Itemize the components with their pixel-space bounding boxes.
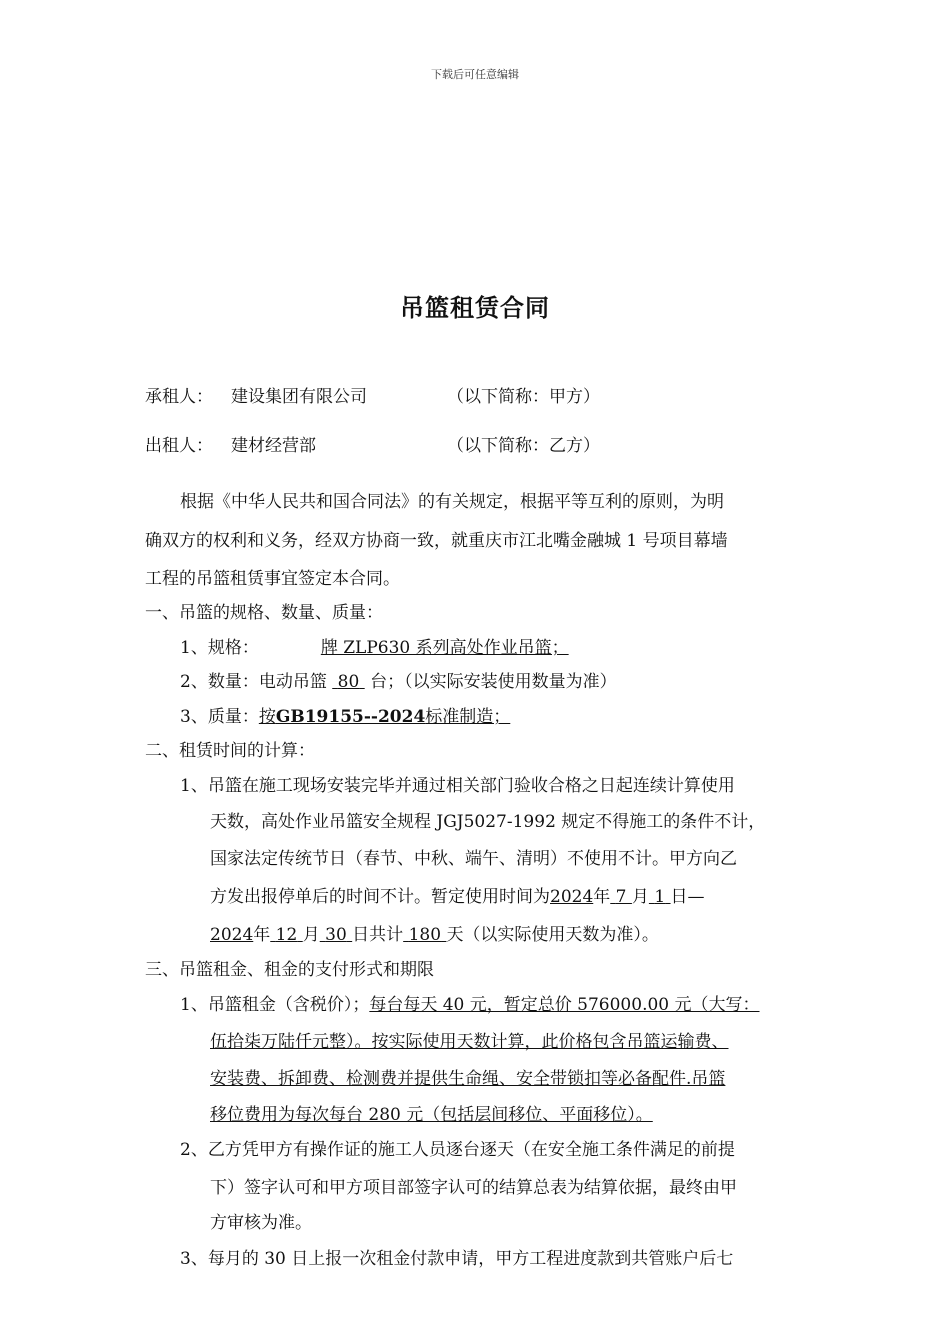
section2-line-3: 国家法定传统节日（春节、中秋、端午、清明）不使用不计。甲方向乙 [210,849,737,869]
settlement-line-1: 2、乙方凭甲方有操作证的施工人员逐台逐天（在安全施工条件满足的前提 [180,1140,735,1160]
section2-line-5 [210,927,659,944]
start-day [649,887,671,907]
end-month-text: 12 [275,925,298,945]
intro-line-3: 工程的吊篮租赁事宜签定本合同。 [145,569,400,589]
lessor-name: 建材经营部 [231,436,316,456]
header-note: 下载后可任意编辑 [431,68,519,81]
start-day-text: 1 [654,887,666,907]
settlement-line-2: 下）签字认可和甲方项目部签字认可的结算总表为结算依据，最终由甲 [210,1178,737,1198]
section1-heading: 一、吊篮的规格、数量、质量： [145,603,383,623]
payment-line-1: 3、每月的 30 日上报一次租金付款申请，甲方工程进度款到共管账户后七 [180,1249,734,1269]
start-month [610,887,632,907]
spec-line [180,640,569,657]
settlement-line-3: 方审核为准。 [210,1213,312,1233]
intro-line-2: 确双方的权利和义务，经双方协商一致，就重庆市江北嘴金融城 1 号项目幕墙 [145,531,728,551]
quality-post: 标准制造； [425,707,511,727]
qty-label: 2、数量：电动吊篮 [180,672,327,692]
section2-line-2: 天数，高处作业吊篮安全规程 JGJ5027-1992 规定不得施工的条件不计， [210,812,766,832]
total-days [403,925,446,945]
end-day-text: 30 [325,925,347,945]
contract-title: 吊篮租赁合同 [400,294,550,322]
day-dash: 日— [670,887,705,907]
lessor-role: 出租人： [145,436,213,456]
start-month-text: 7 [615,887,627,907]
lessee-role: 承租人： [145,387,213,407]
end-month-char: 月 [302,925,320,945]
spec-value [259,638,569,658]
lessee-name: 建设集团有限公司 [231,387,367,407]
quality-label: 3、质量： [180,707,259,727]
section2-heading: 二、租赁时间的计算： [145,741,315,761]
rent-terms-1: 每台每天 40 元，暂定总价 576000.00 元（大写： [369,995,760,1015]
section3-heading: 三、吊篮租金、租金的支付形式和期限 [145,960,434,980]
quality-value [259,707,510,727]
qty-value-text: 80 [337,672,360,692]
lessee-abbr: （以下简称：甲方） [447,387,600,407]
qty-value [332,672,364,692]
section2-line-1: 1、吊篮在施工现场安装完毕并通过相关部门验收合格之日起连续计算使用 [180,776,735,796]
section2-line-4 [210,889,705,906]
spec-label: 1、规格： [180,638,259,658]
end-year: 2024 [210,925,254,945]
term-intro: 方发出报停单后的时间不计。暂定使用时间为 [210,887,550,907]
quality-pre: 按 [258,707,276,727]
qty-rest: 台；（以实际安装使用数量为准） [370,672,617,692]
month-char: 月 [631,887,649,907]
intro-line-1: 根据《中华人民共和国合同法》的有关规定，根据平等互利的原则，为明 [180,492,724,512]
rent-line-1 [180,997,760,1014]
quality-standard: GB19155--2024 [275,707,426,727]
total-post: 天（以实际使用天数为准）。 [446,925,659,945]
end-year-char: 年 [253,925,271,945]
day-total-pre: 日共计 [352,925,404,945]
lessor-abbr: （以下简称：乙方） [447,436,600,456]
rent-line-3: 安装费、拆卸费、检测费并提供生命绳、安全带锁扣等必备配件.吊篮 [210,1069,726,1089]
lessee-row [145,382,600,407]
total-days-text: 180 [408,925,442,945]
quality-line [180,709,510,726]
start-year: 2024 [550,887,594,907]
quantity-line [180,674,617,691]
rent-line-2: 伍拾柒万陆仟元整）。按实际使用天数计算，此价格包含吊篮运输费、 [210,1032,729,1052]
end-month [270,925,302,945]
rent-label: 1、吊篮租金（含税价）； [180,995,370,1015]
end-day [320,925,352,945]
spec-value-text: 牌 ZLP630 系列高处作业吊篮； [320,638,569,658]
year-char: 年 [593,887,611,907]
rent-line-4: 移位费用为每次每台 280 元（包括层间移位、平面移位）。 [210,1105,653,1125]
lessor-row [145,431,600,456]
